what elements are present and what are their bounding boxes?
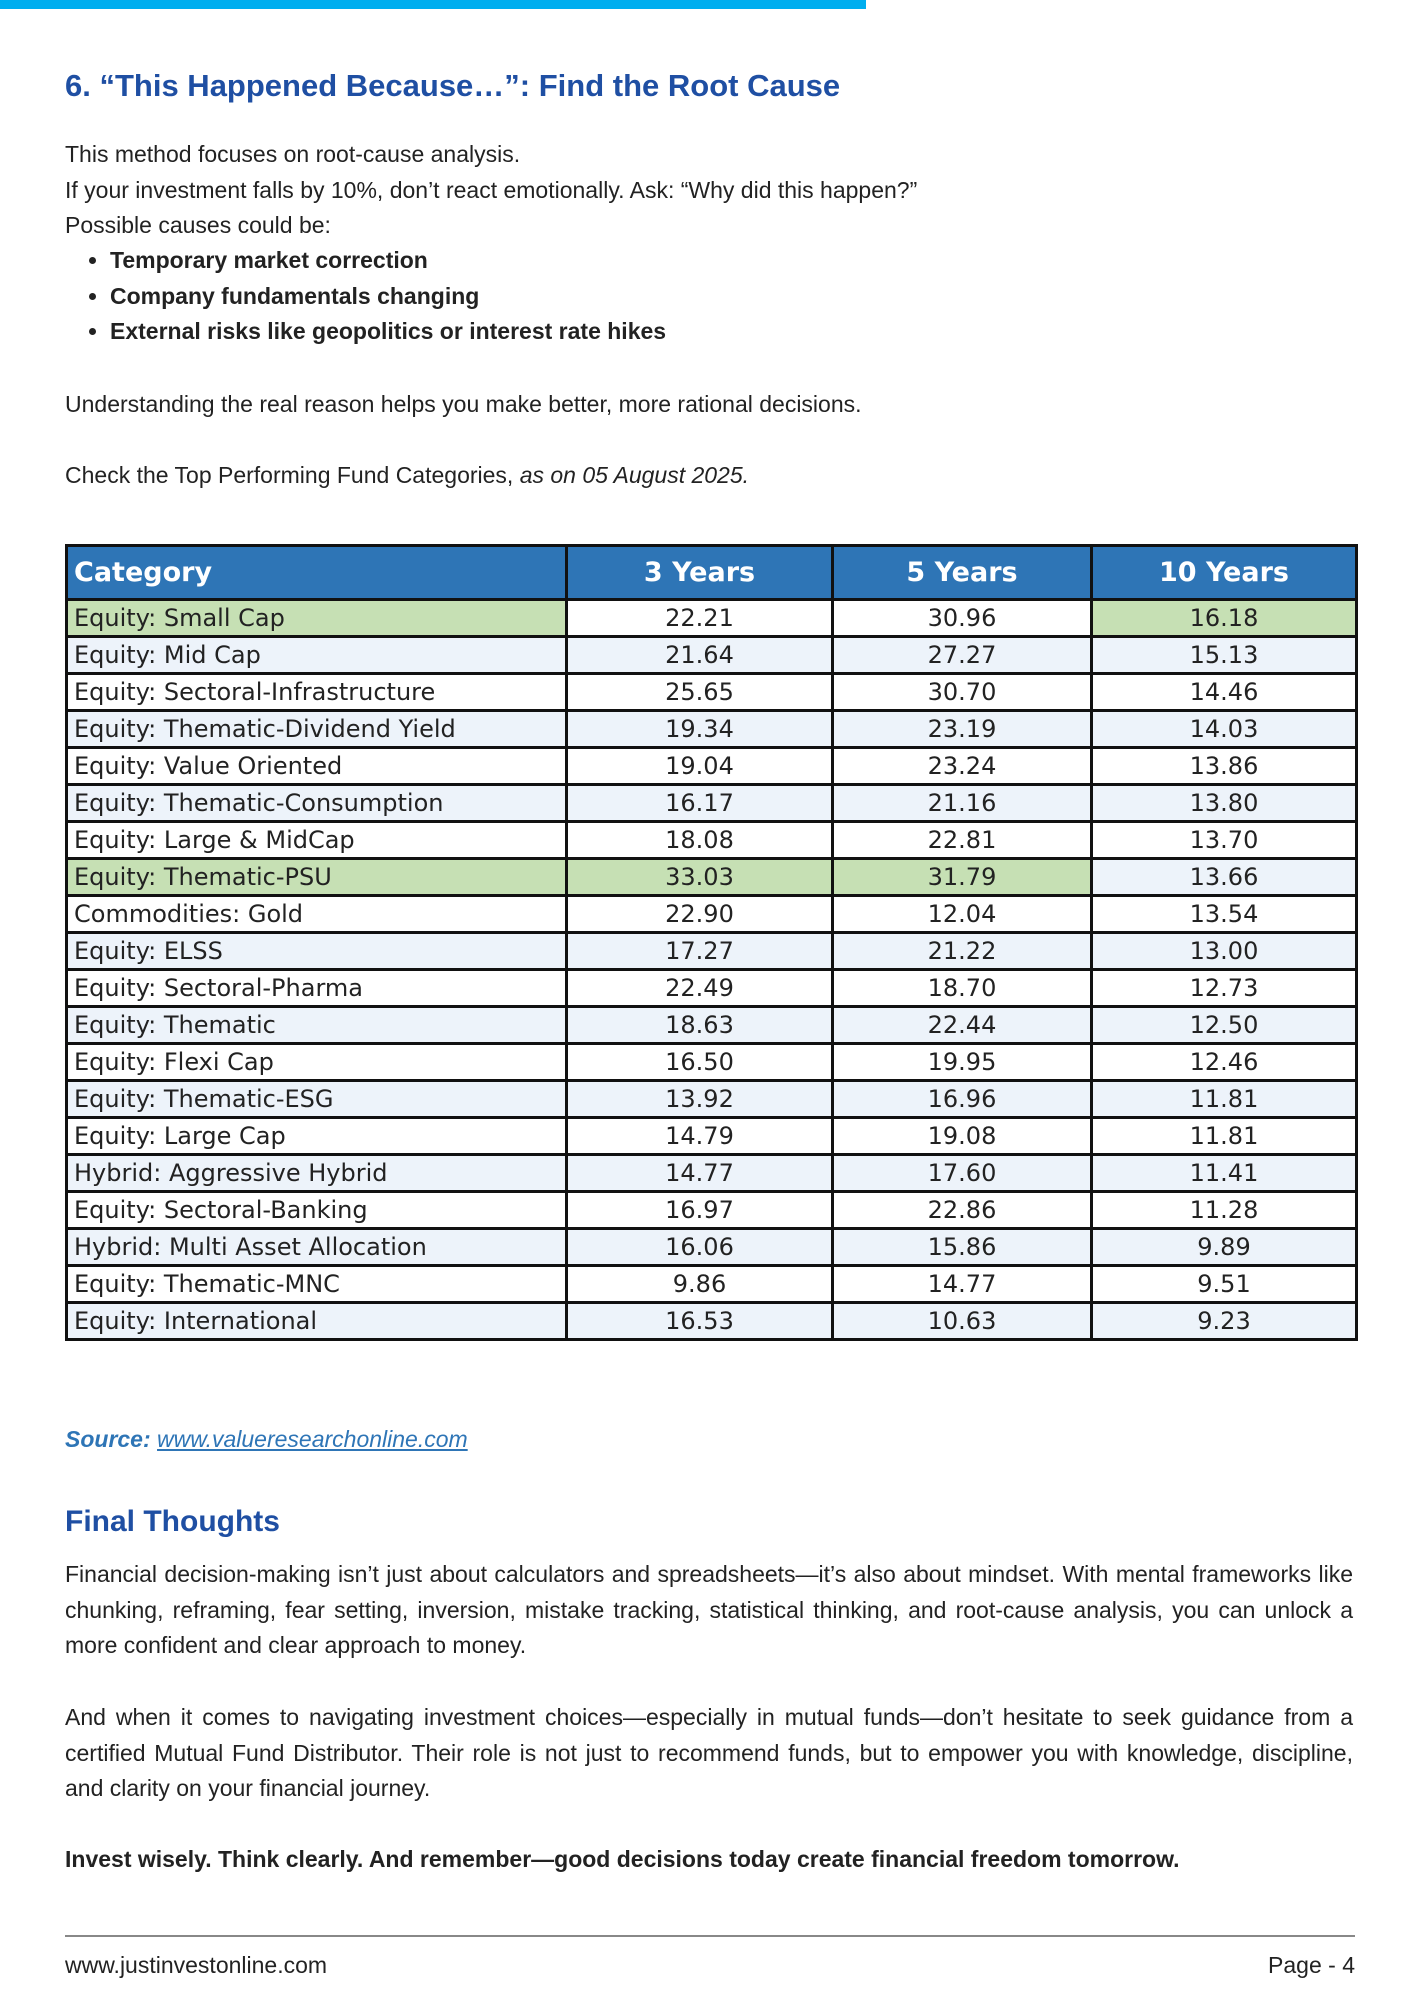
three-year-cell: 16.50: [567, 1044, 833, 1081]
footer-website: www.justinvestonline.com: [65, 1952, 328, 1978]
three-year-cell: 19.04: [567, 748, 833, 785]
final-thoughts-title: Final Thoughts: [65, 1505, 280, 1538]
three-year-cell: 14.77: [567, 1155, 833, 1192]
five-year-cell: 18.70: [833, 970, 1092, 1007]
intro-line: This method focuses on root-cause analysis.: [65, 141, 521, 167]
three-year-cell: 16.17: [567, 785, 833, 822]
ten-year-cell: 15.13: [1092, 637, 1357, 674]
footer-divider: [65, 1935, 1355, 1937]
category-cell: Equity: Thematic-ESG: [67, 1081, 567, 1118]
table-row: [67, 1155, 1357, 1192]
ten-year-cell: 13.80: [1092, 785, 1357, 822]
header-3-years: 3 Years: [567, 546, 833, 600]
category-cell: Equity: International: [67, 1303, 567, 1340]
five-year-cell: 10.63: [833, 1303, 1092, 1340]
table-row: [67, 1266, 1357, 1303]
cause-item: • Company fundamentals changing: [110, 279, 666, 315]
table-row: [67, 1303, 1357, 1340]
five-year-cell: 15.86: [833, 1229, 1092, 1266]
source-label: Source:: [65, 1426, 151, 1452]
cause-item: • Temporary market correction: [110, 243, 666, 279]
intro-line: If your investment falls by 10%, don’t react emotionally. Ask: “Why did this happen?”: [65, 176, 918, 203]
table-row: [67, 711, 1357, 748]
causes-list: [65, 243, 666, 350]
three-year-cell: 14.79: [567, 1118, 833, 1155]
ten-year-cell: 14.03: [1092, 711, 1357, 748]
five-year-cell: 23.24: [833, 748, 1092, 785]
category-cell: Equity: ELSS: [67, 933, 567, 970]
category-cell: Equity: Thematic-Consumption: [67, 785, 567, 822]
five-year-cell: 30.70: [833, 674, 1092, 711]
three-year-cell: 16.06: [567, 1229, 833, 1266]
ten-year-cell: 11.81: [1092, 1081, 1357, 1118]
ten-year-cell: 16.18: [1092, 600, 1357, 637]
table-row: [67, 600, 1357, 637]
ten-year-cell: 11.28: [1092, 1192, 1357, 1229]
category-cell: Commodities: Gold: [67, 896, 567, 933]
table-row: [67, 1007, 1357, 1044]
check-text: [65, 458, 1353, 494]
final-paragraph-1: Financial decision-making isn’t just about calculators and spreadsheets—it’s also about mindset. With mental frameworks like chunking, reframing, fear setting, inversion, mistake tracking, statistical thinking, and root-cause analysis, you can unlock a more confident and clear approach to money.: [65, 1561, 1353, 1658]
top-accent-bar: [0, 0, 866, 9]
category-cell: Equity: Thematic-PSU: [67, 859, 567, 896]
five-year-cell: 19.95: [833, 1044, 1092, 1081]
three-year-cell: 21.64: [567, 637, 833, 674]
five-year-cell: 12.04: [833, 896, 1092, 933]
category-cell: Equity: Thematic-MNC: [67, 1266, 567, 1303]
table-row: [67, 748, 1357, 785]
three-year-cell: 18.63: [567, 1007, 833, 1044]
ten-year-cell: 13.66: [1092, 859, 1357, 896]
three-year-cell: 13.92: [567, 1081, 833, 1118]
intro-line: Possible causes could be:: [65, 212, 331, 238]
three-year-cell: 22.90: [567, 896, 833, 933]
ten-year-cell: 13.86: [1092, 748, 1357, 785]
table-row: [67, 1118, 1357, 1155]
final-paragraph-2: And when it comes to navigating investment choices—especially in mutual funds—don’t hesitate to seek guidance from a certified Mutual Fund Distributor. Their role is not just to recommend funds, but to empower you with knowledge, discipline, and clarity on your financial journey.: [65, 1704, 1353, 1801]
five-year-cell: 14.77: [833, 1266, 1092, 1303]
ten-year-cell: 9.23: [1092, 1303, 1357, 1340]
understanding-text: Understanding the real reason helps you make better, more rational decisions.: [65, 391, 862, 417]
table-header-row: [67, 546, 1357, 600]
three-year-cell: 18.08: [567, 822, 833, 859]
three-year-cell: 19.34: [567, 711, 833, 748]
three-year-cell: 22.21: [567, 600, 833, 637]
three-year-cell: 33.03: [567, 859, 833, 896]
category-cell: Hybrid: Multi Asset Allocation: [67, 1229, 567, 1266]
table-row: [67, 1044, 1357, 1081]
ten-year-cell: 11.41: [1092, 1155, 1357, 1192]
table-row: [67, 637, 1357, 674]
ten-year-cell: 14.46: [1092, 674, 1357, 711]
five-year-cell: 17.60: [833, 1155, 1092, 1192]
check-prefix: Check the Top Performing Fund Categories,: [65, 462, 520, 488]
category-cell: Equity: Small Cap: [67, 600, 567, 637]
category-cell: Equity: Thematic: [67, 1007, 567, 1044]
table-row: [67, 970, 1357, 1007]
category-cell: Equity: Flexi Cap: [67, 1044, 567, 1081]
three-year-cell: 17.27: [567, 933, 833, 970]
three-year-cell: 9.86: [567, 1266, 833, 1303]
five-year-cell: 22.81: [833, 822, 1092, 859]
category-cell: Equity: Sectoral-Banking: [67, 1192, 567, 1229]
five-year-cell: 22.86: [833, 1192, 1092, 1229]
table-row: [67, 1192, 1357, 1229]
ten-year-cell: 12.46: [1092, 1044, 1357, 1081]
source-line: [65, 1426, 468, 1453]
fund-category-table: [65, 544, 1358, 1341]
category-cell: Equity: Large Cap: [67, 1118, 567, 1155]
category-cell: Equity: Sectoral-Infrastructure: [67, 674, 567, 711]
five-year-cell: 31.79: [833, 859, 1092, 896]
ten-year-cell: 12.73: [1092, 970, 1357, 1007]
intro-text: [65, 137, 1353, 244]
ten-year-cell: 13.54: [1092, 896, 1357, 933]
header-10-years: 10 Years: [1092, 546, 1357, 600]
closing-statement: Invest wisely. Think clearly. And remember—good decisions today create financial freedom tomorrow.: [65, 1846, 1180, 1872]
table-row: [67, 933, 1357, 970]
category-cell: Equity: Mid Cap: [67, 637, 567, 674]
header-category: Category: [67, 546, 567, 600]
header-5-years: 5 Years: [833, 546, 1092, 600]
ten-year-cell: 12.50: [1092, 1007, 1357, 1044]
category-cell: Hybrid: Aggressive Hybrid: [67, 1155, 567, 1192]
five-year-cell: 19.08: [833, 1118, 1092, 1155]
category-cell: Equity: Large & MidCap: [67, 822, 567, 859]
table-row: [67, 674, 1357, 711]
ten-year-cell: 11.81: [1092, 1118, 1357, 1155]
source-link[interactable]: www.valueresearchonline.com: [157, 1426, 468, 1452]
footer-page-number: Page - 4: [1268, 1952, 1355, 1978]
ten-year-cell: 13.00: [1092, 933, 1357, 970]
table-row: [67, 859, 1357, 896]
five-year-cell: 22.44: [833, 1007, 1092, 1044]
five-year-cell: 27.27: [833, 637, 1092, 674]
cause-item: • External risks like geopolitics or interest rate hikes: [110, 314, 666, 350]
table-row: [67, 1229, 1357, 1266]
three-year-cell: 16.97: [567, 1192, 833, 1229]
three-year-cell: 22.49: [567, 970, 833, 1007]
five-year-cell: 21.22: [833, 933, 1092, 970]
five-year-cell: 16.96: [833, 1081, 1092, 1118]
ten-year-cell: 9.89: [1092, 1229, 1357, 1266]
five-year-cell: 21.16: [833, 785, 1092, 822]
five-year-cell: 23.19: [833, 711, 1092, 748]
three-year-cell: 25.65: [567, 674, 833, 711]
table-row: [67, 1081, 1357, 1118]
five-year-cell: 30.96: [833, 600, 1092, 637]
ten-year-cell: 9.51: [1092, 1266, 1357, 1303]
section-title: 6. “This Happened Because…”: Find the Root Cause: [65, 68, 841, 103]
category-cell: Equity: Sectoral-Pharma: [67, 970, 567, 1007]
ten-year-cell: 13.70: [1092, 822, 1357, 859]
table-row: [67, 896, 1357, 933]
three-year-cell: 16.53: [567, 1303, 833, 1340]
check-date: as on 05 August 2025.: [519, 462, 750, 488]
category-cell: Equity: Value Oriented: [67, 748, 567, 785]
table-body: [67, 600, 1357, 1340]
category-cell: Equity: Thematic-Dividend Yield: [67, 711, 567, 748]
table-row: [67, 785, 1357, 822]
table-row: [67, 822, 1357, 859]
